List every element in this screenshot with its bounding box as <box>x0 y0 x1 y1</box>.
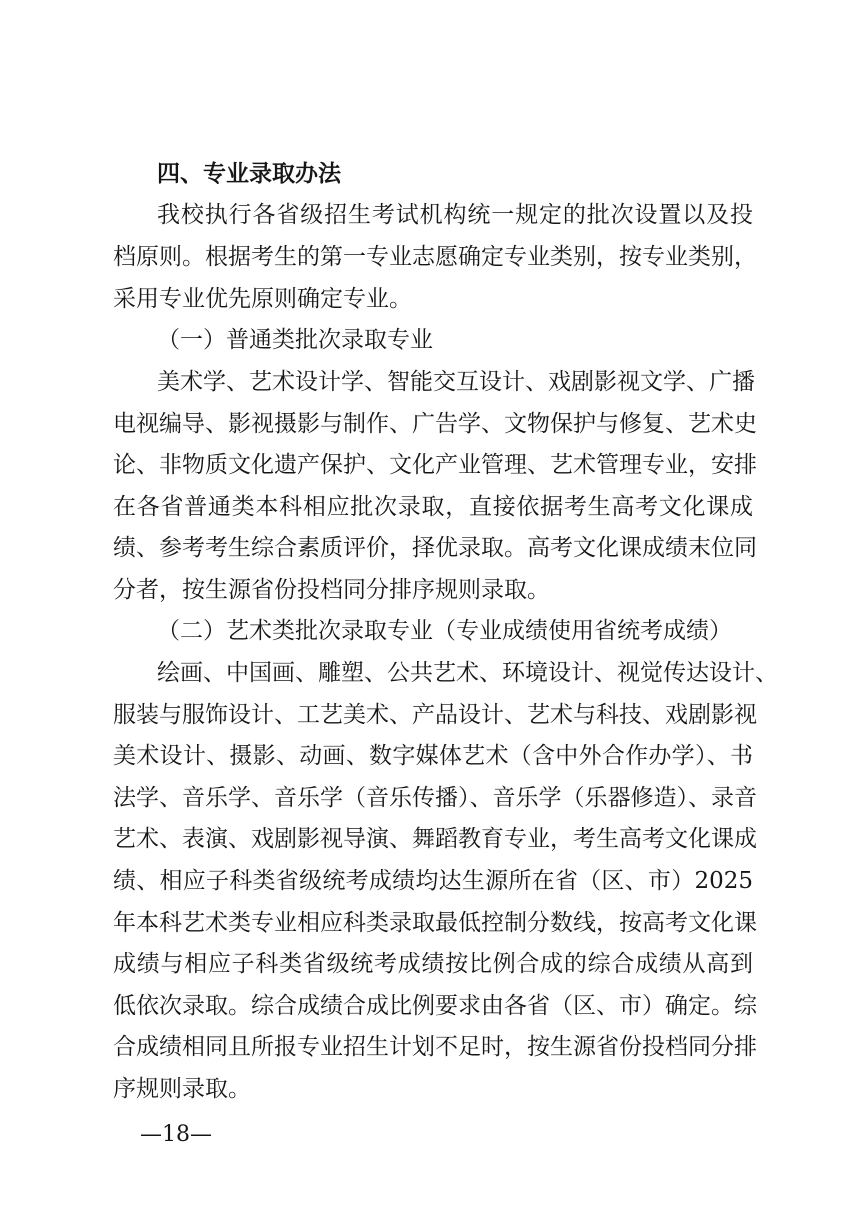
paragraph-line: 采用专业优先原则确定专业。 <box>113 286 412 312</box>
paragraph-line: 绩、相应子科类省级统考成绩均达生源所在省（区、市）2025 <box>113 868 753 894</box>
page-number: —18— <box>140 1122 212 1147</box>
paragraph-line: 电视编导、影视摄影与制作、广告学、文物保护与修复、艺术史 <box>113 411 757 437</box>
paragraph-line: 成绩与相应子科类省级统考成绩按比例合成的综合成绩从高到 <box>113 951 753 977</box>
paragraph-line: 艺术、表演、戏剧影视导演、舞蹈教育专业，考生高考文化课成 <box>113 826 757 852</box>
subsection-heading: （一）普通类批次录取专业 <box>157 327 433 353</box>
paragraph-line: 法学、音乐学、音乐学（音乐传播）、音乐学（乐器修造）、录音 <box>113 785 757 811</box>
paragraph-line: 美术设计、摄影、动画、数字媒体艺术（含中外合作办学）、书 <box>113 743 753 769</box>
paragraph-line: 绘画、中国画、雕塑、公共艺术、环境设计、视觉传达设计、 <box>157 660 778 686</box>
paragraph-line: 在各省普通类本科相应批次录取，直接依据考生高考文化课成 <box>113 494 753 520</box>
section-heading: 四、专业录取办法 <box>157 161 341 187</box>
paragraph-line: 年本科艺术类专业相应科类录取最低控制分数线，按高考文化课 <box>113 910 757 936</box>
paragraph-line: 低依次录取。综合成绩合成比例要求由各省（区、市）确定。综 <box>113 993 757 1019</box>
paragraph-line: 序规则录取。 <box>113 1076 251 1102</box>
paragraph-line: 服装与服饰设计、工艺美术、产品设计、艺术与科技、戏剧影视 <box>113 702 757 728</box>
paragraph-line: 绩、参考考生综合素质评价，择优录取。高考文化课成绩末位同 <box>113 535 757 561</box>
paragraph-line: 论、非物质文化遗产保护、文化产业管理、艺术管理专业，安排 <box>113 452 757 478</box>
subsection-heading: （二）艺术类批次录取专业（专业成绩使用省统考成绩） <box>157 618 732 644</box>
paragraph-line: 合成绩相同且所报专业招生计划不足时，按生源省份投档同分排 <box>113 1034 757 1060</box>
paragraph-line: 我校执行各省级招生考试机构统一规定的批次设置以及投 <box>157 202 753 228</box>
paragraph-line: 分者，按生源省份投档同分排序规则录取。 <box>113 577 550 603</box>
paragraph-line: 档原则。根据考生的第一专业志愿确定专业类别，按专业类别， <box>113 244 757 270</box>
paragraph-line: 美术学、艺术设计学、智能交互设计、戏剧影视文学、广播 <box>157 369 755 395</box>
